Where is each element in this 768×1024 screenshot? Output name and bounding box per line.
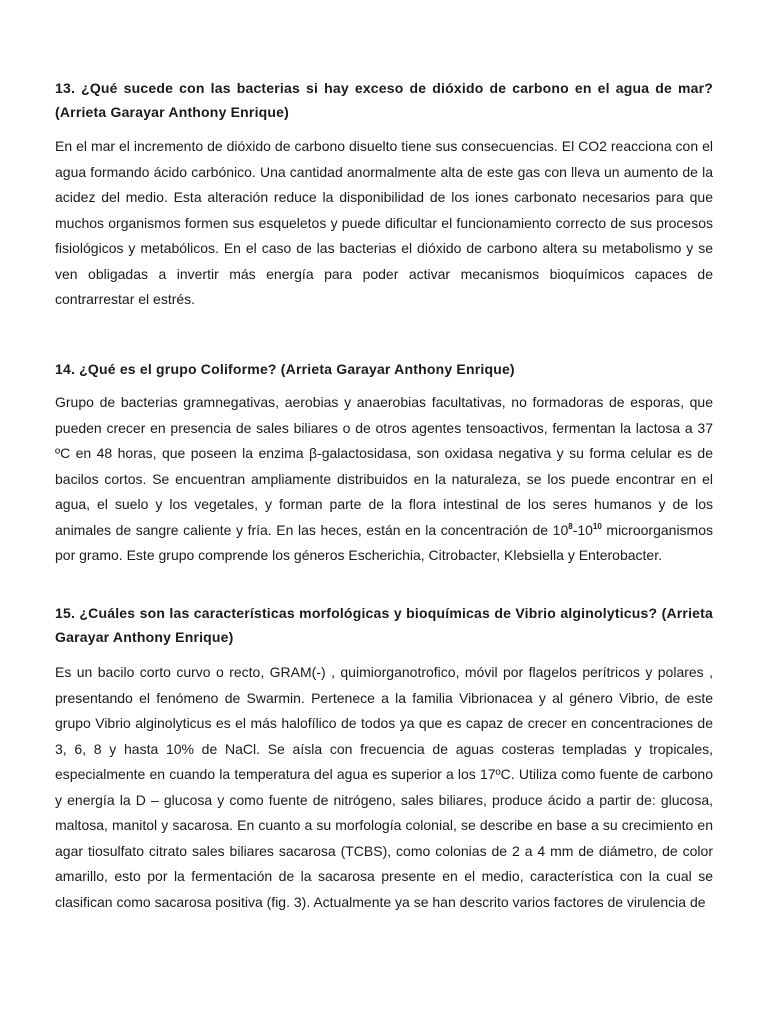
question-14-title: 14. ¿Qué es el grupo Coliforme? (Arrieta Garayar Anthony Enrique) <box>55 361 515 377</box>
question-13-body: En el mar el incremento de dióxido de carbono disuelto tiene sus consecuencias. El CO2 reacciona con el agua formando ácido carbónico. Una cantidad anormalmente alta de este gas con lleva un aumento de la acidez del medio. Esta alteración reduce la disponibilidad de los iones carbonato necesarios para que muchos organismos formen sus esqueletos y puede dificultar el funcionamiento correcto de sus procesos fisiológicos y metabólicos. En el caso de las bacterias el dióxido de carbono altera su metabolismo y se ven obligadas a invertir más energía para poder activar mecanismos bioquímicos capaces de contrarrestar el estrés. <box>55 138 713 307</box>
question-13-title: 13. ¿Qué sucede con las bacterias si hay exceso de dióxido de carbono en el agua de mar? (Arrieta Garayar Anthony Enrique) <box>55 80 713 120</box>
question-14-body-end: microorganismos por gramo. Este grupo comprende los géneros Escherichia, Citrobacter, Klebsiella y Enterobacter. <box>55 521 713 563</box>
question-15-body: Es un bacilo corto curvo o recto, GRAM(-) , quimiorganotrofico, móvil por flagelos perítricos y polares , presentando el fenómeno de Swarmin. Pertenece a la familia Vibrionacea y al género Vibrio, de este grupo Vibrio alginolyticus es el más halofílico de todos ya que es capaz de crecer en concentraciones de 3, 6, 8 y hasta 10% de NaCl. Se aísla con frecuencia de aguas costeras templadas y tropicales, especialmente en cuando la temperatura del agua es superior a los 17ºC. Utiliza como fuente de carbono y energía la D – glucosa y como fuente de nitrógeno, sales biliares, produce ácido a partir de: glucosa, maltosa, manitol y sacarosa. En cuanto a su morfología colonial, se describe en base a su crecimiento en agar tiosulfato citrato sales biliares sacarosa (TCBS), como colonias de 2 a 4 mm de diámetro, de color amarillo, esto por la fermentación de la sacarosa presente en el medio, característica con la cual se clasifican como sacarosa positiva (fig. 3). Actualmente ya se han descrito varios factores de virulencia de <box>55 664 713 910</box>
exponent-10: 10 <box>592 521 602 531</box>
question-14-body <box>55 390 713 569</box>
range-dash: -10 <box>572 521 593 538</box>
exponent-8: 8 <box>568 521 573 531</box>
question-15-title: 15. ¿Cuáles son las características morfológicas y bioquímicas de Vibrio alginolyticus? (Arrieta Garayar Anthony Enrique) <box>55 605 713 645</box>
question-14-body-text: Grupo de bacterias gramnegativas, aerobias y anaerobias facultativas, no formadoras de esporas, que pueden crecer en presencia de sales biliares o de otros agentes tensoactivos, fermentan la lactosa a 37 ºC en 48 horas, que poseen la enzima β-galactosidasa, son oxidasa negativa y su forma celular es de bacilos cortos. Se encuentran ampliamente distribuidos en la naturaleza, se los puede encontrar en el agua, el suelo y los vegetales, y forman parte de la flora intestinal de los seres humanos y de los animales de sangre caliente y fría. En las heces, están en la concentración de 10 <box>55 394 713 538</box>
